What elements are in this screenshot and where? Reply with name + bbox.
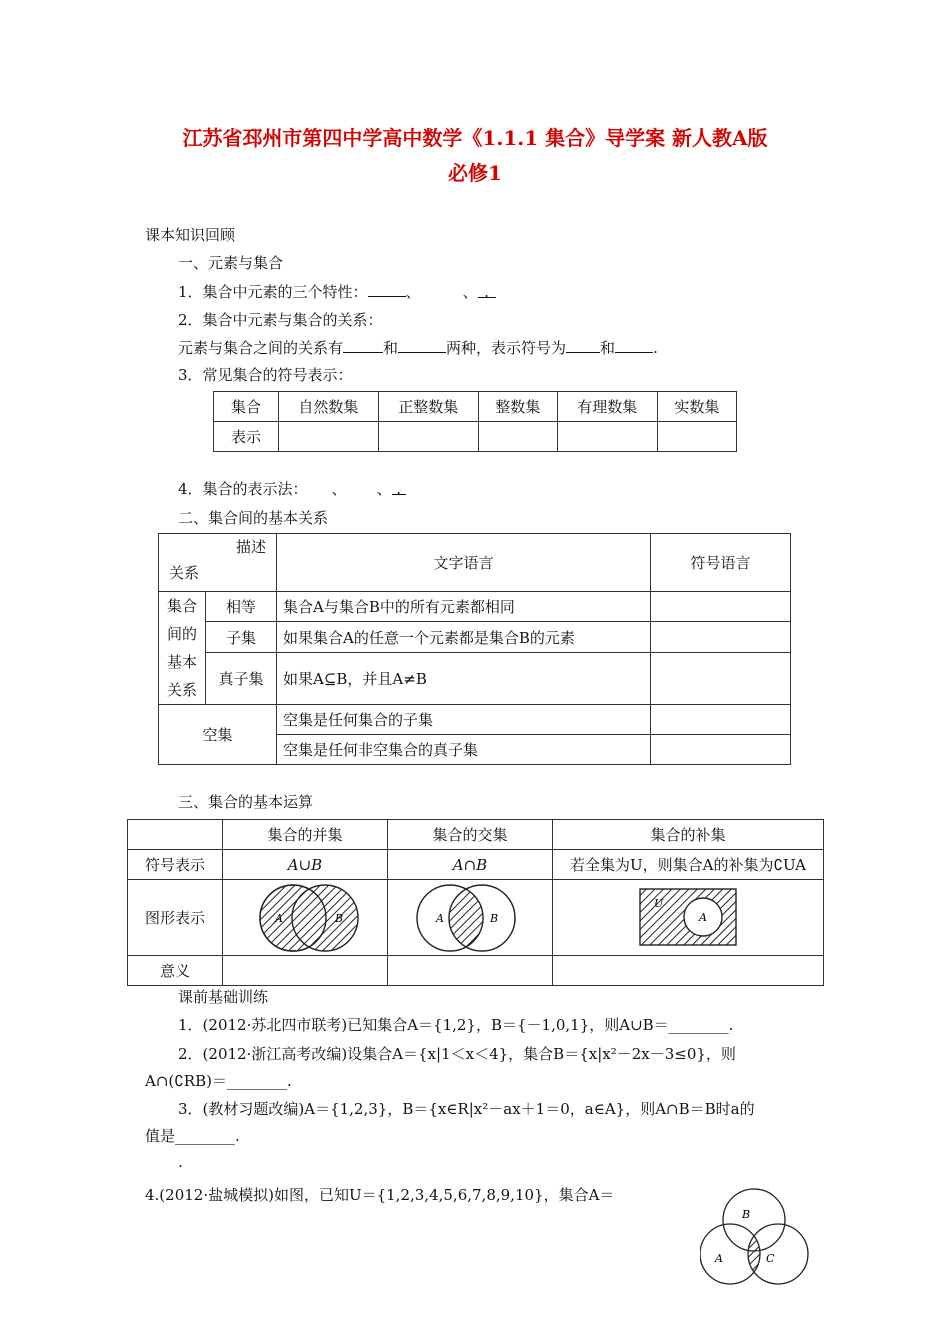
column-header-union: 集合的并集 [223,820,388,850]
venn-label-b: B [490,912,499,925]
blank[interactable] [398,338,446,353]
set-operations-table [127,819,824,986]
union-venn-cell [223,880,388,956]
group-label-line: 关系 [166,681,197,699]
intersection-symbol: A∩B [388,850,553,880]
table-header: 自然数集 [279,392,379,422]
row-label-meaning: 意义 [128,956,223,986]
blank[interactable] [368,282,406,297]
union-venn-diagram [223,880,387,955]
column-header-complement: 集合的补集 [553,820,824,850]
relation-name: 相等 [206,592,277,622]
corner-empty [128,820,223,850]
q4-text: 4．集合的表示法： [178,480,308,498]
complement-venn-diagram [553,880,823,955]
separator: 、 [331,480,347,498]
corner-cell [159,534,277,592]
column-header-symbol: 符号语言 [651,534,791,592]
relation-name: 真子集 [206,653,277,705]
intersection-venn-diagram [388,880,552,955]
venn3-label-c: C [766,1252,775,1265]
review-heading: 课本知识回顾 [145,226,236,244]
practice-question-1: 1．(2012·苏北四市联考)已知集合A＝{1,2}，B＝{－1,0,1}，则A∪B＝________. [178,1016,734,1034]
question-3-line: 3．常见集合的符号表示： [178,366,353,384]
blank[interactable] [343,338,383,353]
question-2b-line [178,337,658,358]
practice-question-4: 4.(2012·盐城模拟)如图，已知U＝{1,2,3,4,5,6,7,8,9,10}，集合A＝ [145,1186,615,1204]
relation-text: 如果集合A的任意一个元素都是集合B的元素 [277,622,651,653]
section3-heading: 三、集合的基本运算 [178,793,314,811]
venn-label-a: A [436,912,444,925]
text-segment: 和 [383,339,399,357]
separator: 、 [376,480,392,498]
section2-heading: 二、集合间的基本关系 [178,509,329,527]
text-segment: 元素与集合之间的关系有 [178,339,344,357]
relation-name: 子集 [206,622,277,653]
table-header: 整数集 [478,392,557,422]
number-sets-table [213,391,737,452]
practice-heading: 课前基础训练 [178,988,269,1006]
group-label-line: 集合 [166,597,197,615]
table-cell[interactable] [657,422,736,452]
row-label-graphic: 图形表示 [128,880,223,956]
table-header: 集合 [214,392,279,422]
empty-set-text: 空集是任何非空集合的真子集 [277,735,651,765]
document-title-line1: 江苏省邳州市第四中学高中数学《1.1.1 集合》导学案 新人教A版 [182,126,768,150]
practice-question-3: 3．(教材习题改编)A＝{1,2,3}，B＝{x∈R|x²－ax＋1＝0，a∈A}，则A∩B＝B时a的 [178,1100,755,1118]
separator: 、 [462,283,478,301]
venn-label-a: A [275,912,283,925]
venn-label-a: A [699,911,707,924]
table-header: 有理数集 [557,392,657,422]
question-1-line [178,281,496,302]
practice-question-2-cont: A∩(∁RB)＝________. [145,1072,292,1090]
relation-symbol-cell[interactable] [651,622,791,653]
corner-bottom-label: 关系 [169,564,200,582]
relation-text: 集合A与集合B中的所有元素都相同 [277,592,651,622]
group-label-cell [159,592,206,705]
question-4-line [178,478,406,499]
section1-heading: 一、元素与集合 [178,254,284,272]
relation-symbol-cell[interactable] [651,735,791,765]
intersection-venn-cell [388,880,553,956]
relation-symbol-cell[interactable] [651,592,791,622]
relation-text: 如果A⊆B，并且A≠B [277,653,651,705]
stray-dot: . [178,1153,183,1171]
text-segment: . [653,339,658,357]
three-set-venn-diagram [700,1186,810,1286]
relation-symbol-cell[interactable] [651,705,791,735]
text-segment: 两种，表示符号为 [446,339,567,357]
q1-text: 1．集合中元素的三个特性： [178,283,368,301]
column-header-intersection: 集合的交集 [388,820,553,850]
group-label-line: 间的 [166,625,197,643]
separator: 、 [405,283,421,301]
empty-set-label: 空集 [159,705,277,765]
table-header: 正整数集 [378,392,478,422]
blank[interactable]: . [392,480,406,495]
table-cell[interactable] [378,422,478,452]
blank[interactable]: . [478,283,496,298]
venn-label-u: U [654,897,664,910]
venn3-label-a: A [715,1252,723,1265]
complement-symbol: 若全集为U，则集合A的补集为∁UA [553,850,824,880]
table-cell[interactable] [557,422,657,452]
blank[interactable] [615,338,653,353]
venn3-label-b: B [742,1208,751,1221]
blank[interactable] [566,338,600,353]
complement-venn-cell [553,880,824,956]
document-title-line2: 必修1 [448,161,502,185]
corner-top-label: 描述 [235,538,266,556]
table-cell[interactable] [478,422,557,452]
table-header: 实数集 [657,392,736,422]
three-set-venn-container [700,1186,810,1286]
table-cell[interactable] [279,422,379,452]
column-header-text: 文字语言 [277,534,651,592]
row-label-symbol: 符号表示 [128,850,223,880]
relation-symbol-cell[interactable] [651,653,791,705]
meaning-cell[interactable] [223,956,388,986]
group-label-line: 基本 [166,653,197,671]
table-row-label: 表示 [214,422,279,452]
question-2-line: 2．集合中元素与集合的关系： [178,311,383,329]
meaning-cell[interactable] [388,956,553,986]
meaning-cell[interactable] [553,956,824,986]
practice-question-3-cont: 值是________. [145,1127,240,1145]
text-segment: 和 [600,339,616,357]
set-relations-table [158,533,791,765]
union-symbol: A∪B [223,850,388,880]
empty-set-text: 空集是任何集合的子集 [277,705,651,735]
practice-question-2: 2．(2012·浙江高考改编)设集合A＝{x|1＜x＜4}，集合B＝{x|x²－2x－3≤0}，则 [178,1045,736,1063]
venn-label-b: B [335,912,344,925]
